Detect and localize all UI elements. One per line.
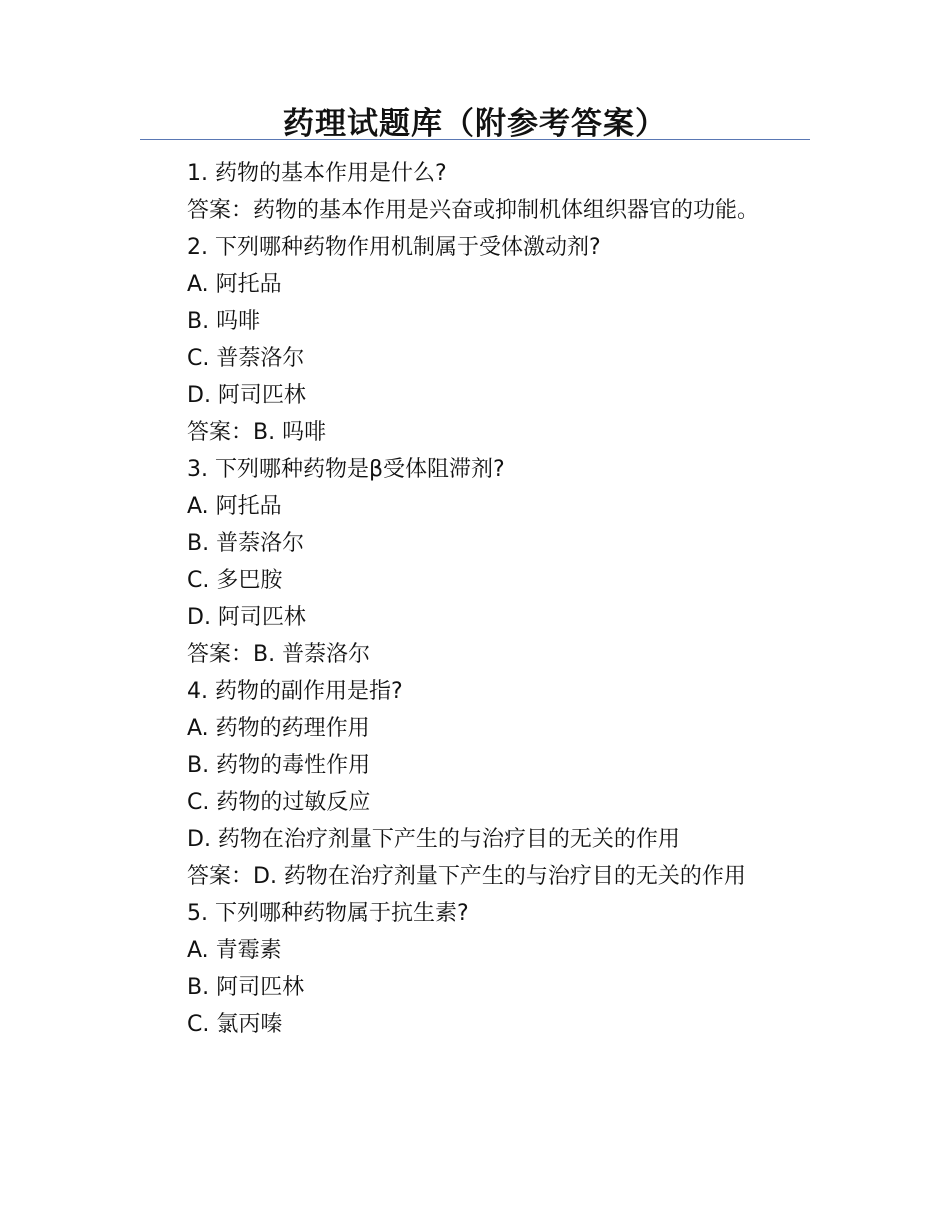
option-4d: D. 药物在治疗剂量下产生的与治疗目的无关的作用 [187,827,680,852]
option-2b: B. 吗啡 [187,309,261,334]
document-title: 药理试题库（附参考答案） [283,106,667,142]
answer-3: 答案：B. 普萘洛尔 [187,642,371,667]
answer-1: 答案：药物的基本作用是兴奋或抑制机体组织器官的功能。 [187,198,760,223]
answer-2: 答案：B. 吗啡 [187,420,327,445]
question-4: 4. 药物的副作用是指? [187,679,403,704]
option-5b: B. 阿司匹林 [187,975,305,1000]
option-4a: A. 药物的药理作用 [187,716,370,741]
option-4b: B. 药物的毒性作用 [187,753,371,778]
question-1: 1. 药物的基本作用是什么? [187,161,447,186]
option-5a: A. 青霉素 [187,938,282,963]
option-4c: C. 药物的过敏反应 [187,790,371,815]
question-2: 2. 下列哪种药物作用机制属于受体激动剂? [187,235,601,260]
option-3b: B. 普萘洛尔 [187,531,305,556]
question-list [140,155,800,1043]
option-3d: D. 阿司匹林 [187,605,306,630]
title-underline [140,139,810,140]
question-5: 5. 下列哪种药物属于抗生素? [187,901,469,926]
option-2a: A. 阿托品 [187,272,282,297]
option-2c: C. 普萘洛尔 [187,346,305,371]
option-3c: C. 多巴胺 [187,568,283,593]
option-5c: C. 氯丙嗪 [187,1012,283,1037]
question-3: 3. 下列哪种药物是β受体阻滞剂? [187,457,505,482]
option-2d: D. 阿司匹林 [187,383,306,408]
option-3a: A. 阿托品 [187,494,282,519]
answer-4: 答案：D. 药物在治疗剂量下产生的与治疗目的无关的作用 [187,864,746,889]
